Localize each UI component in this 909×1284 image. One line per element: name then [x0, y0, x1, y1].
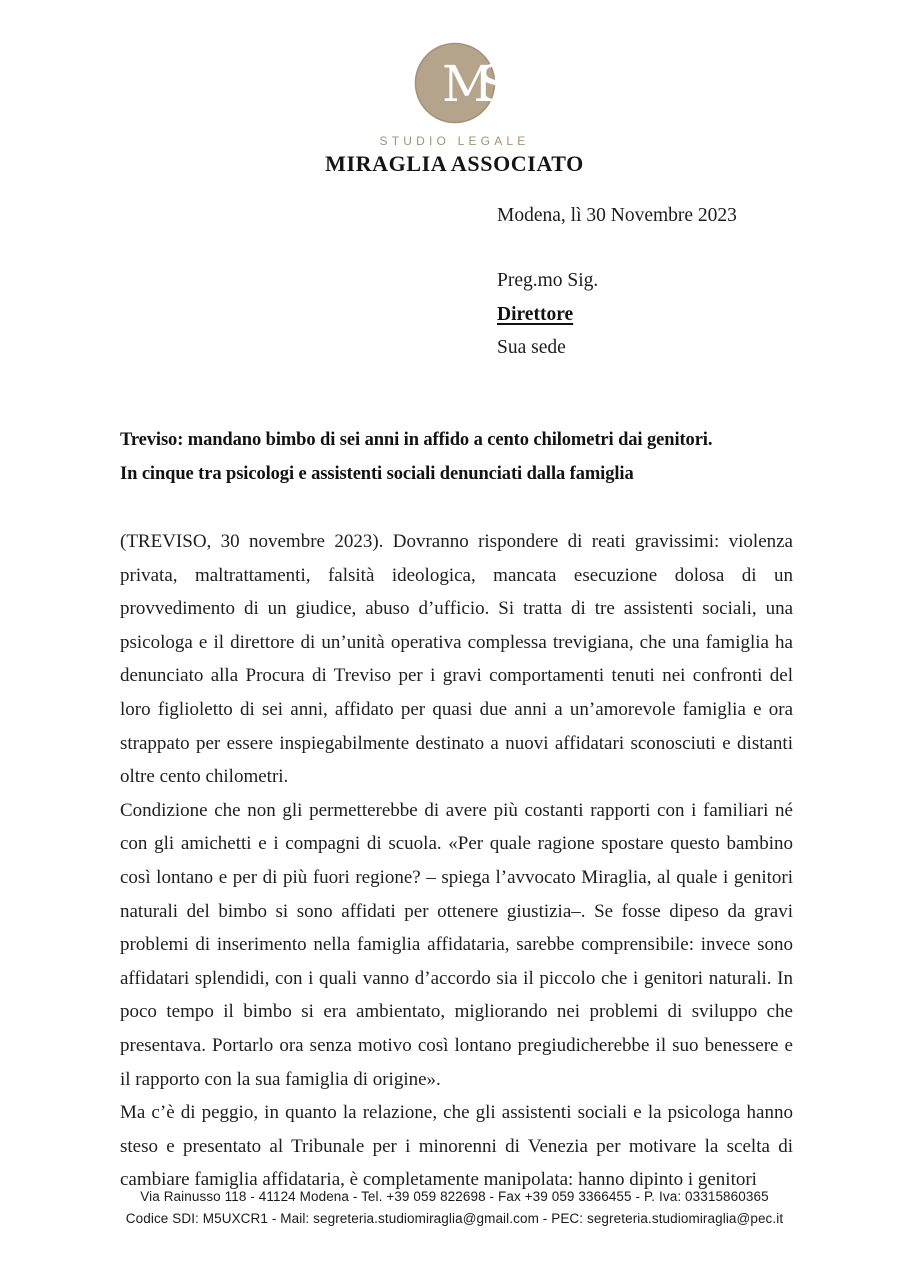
recipient-salutation: Preg.mo Sig.	[497, 270, 599, 291]
subject-line-1: Treviso: mandano bimbo di sei anni in affido a cento chilometri dai genitori.	[120, 430, 713, 450]
firm-name-label: MIRAGLIA ASSOCIATO	[325, 151, 584, 176]
subject-line-2: In cinque tra psicologi e assistenti sociali denunciati dalla famiglia	[120, 463, 634, 484]
firm-logo-icon	[414, 42, 496, 124]
letter-footer	[0, 1186, 909, 1229]
letter-subject	[120, 424, 810, 491]
dateline: Modena, lì 30 Novembre 2023	[497, 205, 737, 226]
footer-codes-line: Codice SDI: M5UXCR1 - Mail: segreteria.studiomiraglia@gmail.com - PEC: segreteria.studiomiraglia@pec.it	[125, 1210, 784, 1226]
recipient-name: Direttore	[497, 303, 574, 325]
firm-type-label: STUDIO LEGALE	[379, 134, 530, 148]
recipient-block	[497, 264, 598, 365]
body-paragraph-1: (TREVISO, 30 novembre 2023). Dovranno rispondere di reati gravissimi: violenza privata, maltrattamenti, falsità ideologica, mancata esecuzione dolosa di un provvedimento di un giudice, abuso d’ufficio. Si tratta di tre assistenti sociali, una psicologa e il direttore di un’unità operativa complessa trevigiana, che una famiglia ha denunciato alla Procura di Treviso per i gravi comportamenti tenuti nei confronti del loro figlioletto di sei anni, affidato per quasi due anni a un’amorevole famiglia e ora strappato per essere inspiegabilmente destinato a nuovi affidatari sconosciuti e distanti oltre cento chilometri.	[120, 531, 793, 788]
body-paragraph-3: Ma c’è di peggio, in quanto la relazione, che gli assistenti sociali e la psicologa hanno steso e presentato al Tribunale per i minorenni di Venezia per motivare la scelta di cambiare famiglia affidataria, è completamente manipolata: hanno dipinto i genitori	[120, 1102, 793, 1191]
footer-contact-line: Via Rainusso 118 - 41124 Modena - Tel. +39 059 822698 - Fax +39 059 3366455 - P. Iva: 03315860365	[140, 1189, 769, 1204]
letterhead	[0, 42, 909, 177]
letter-body	[120, 525, 793, 1197]
logo-monogram: MS	[441, 55, 495, 113]
body-paragraph-2: Condizione che non gli permetterebbe di avere più costanti rapporti con i familiari né con gli amichetti e i compagni di scuola. «Per quale ragione spostare questo bambino così lontano e per di più fuori regione? – spiega l’avvocato Miraglia, al quale i genitori naturali del bimbo si sono affidati per ottenere giustizia–. Se fosse dipeso da gravi problemi di inserimento nella famiglia affidataria, sarebbe comprensibile: invece sono affidatari splendidi, con i quali vanno d’accordo sia il piccolo che i genitori naturali. In poco tempo il bimbo si era ambientato, migliorando nei problemi di sviluppo che presentava. Portarlo ora senza motivo così lontano pregiudicherebbe il suo benessere e il rapporto con la sua famiglia di origine».	[120, 799, 793, 1090]
recipient-address: Sua sede	[497, 337, 566, 358]
